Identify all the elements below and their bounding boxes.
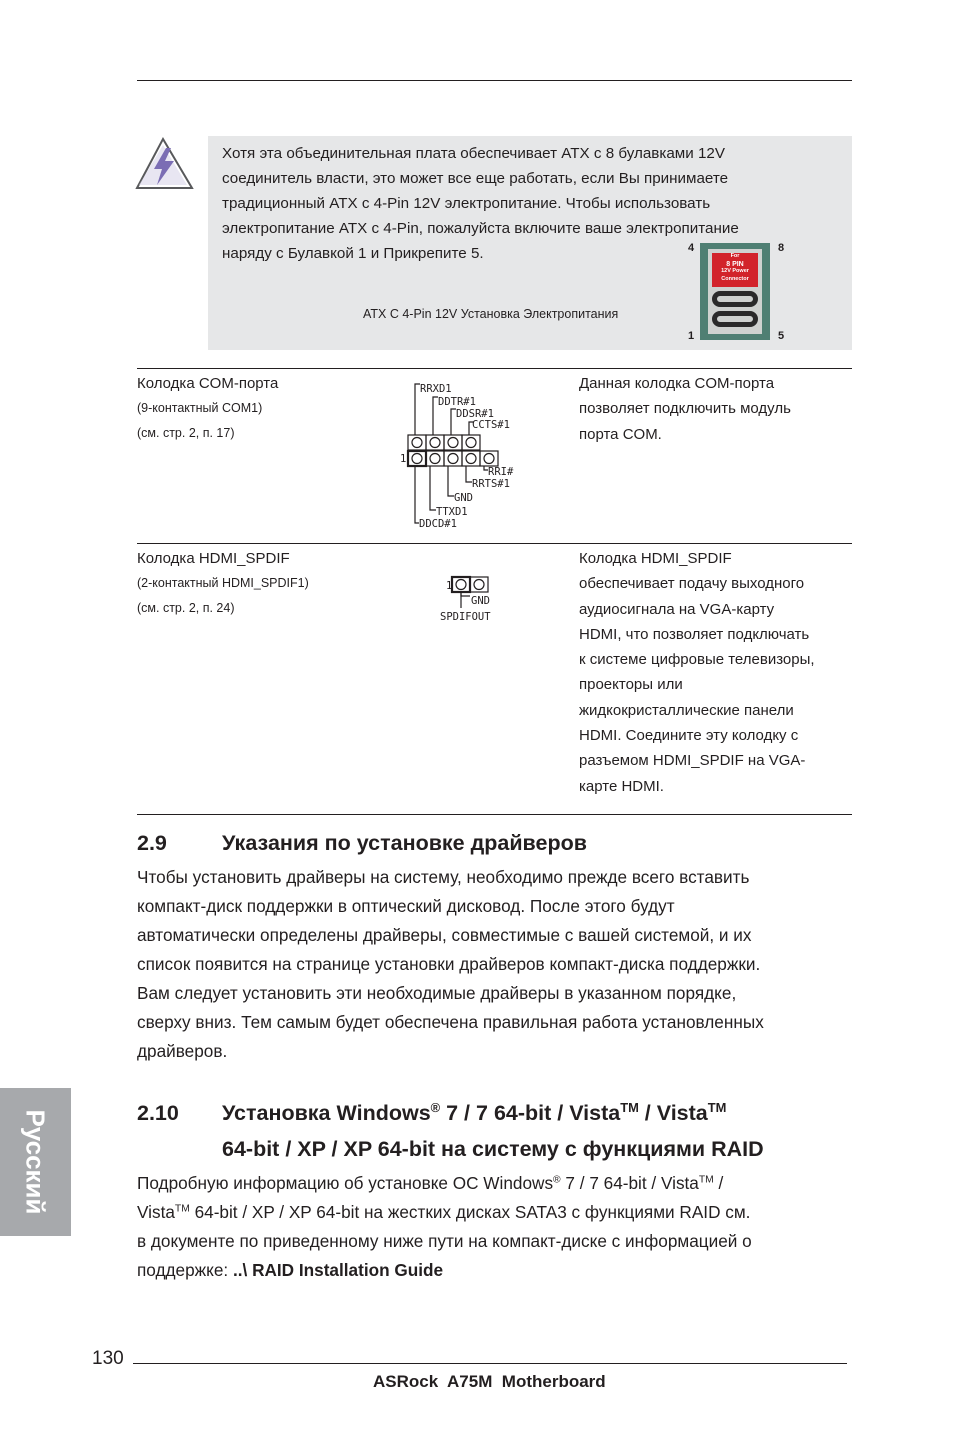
body-line: Вам следует установить эти необходимые драйверы в указанном порядке, bbox=[137, 983, 737, 1003]
warning-icon bbox=[134, 136, 196, 192]
com-pin-ttxd1: TTXD1 bbox=[436, 506, 468, 518]
registered-mark: ® bbox=[430, 1099, 441, 1115]
section-2-9-number: 2.9 bbox=[137, 831, 167, 855]
connector-label bbox=[712, 253, 758, 287]
connector-label-line: For bbox=[730, 253, 740, 259]
com-header-rule bbox=[137, 368, 852, 369]
warning-note-line: Хотя эта объединительная плата обеспечивает ATX с 8 булавками 12V bbox=[222, 145, 725, 162]
page-number: 130 bbox=[92, 1348, 124, 1369]
wire-loop-lower bbox=[712, 311, 758, 327]
text-part: поддержке: bbox=[137, 1260, 233, 1280]
text-part: Vista bbox=[137, 1202, 175, 1222]
body-line: сверху вниз. Тем самым будет обеспечена правильная работа установленных bbox=[137, 1012, 764, 1032]
hdmi-desc-line: разъемом HDMI_SPDIF на VGA- bbox=[579, 752, 806, 770]
hdmi-desc-line: проекторы или bbox=[579, 676, 683, 694]
hdmi-desc-line: к системе цифровые телевизоры, bbox=[579, 651, 815, 669]
hdmi-header-rule bbox=[137, 543, 852, 544]
language-side-tab bbox=[0, 1088, 71, 1236]
com-desc-line: порта COM. bbox=[579, 425, 662, 443]
com-header-description bbox=[579, 371, 791, 447]
body-line: список появится на странице установки драйверов компакт-диска поддержки. bbox=[137, 954, 761, 974]
top-rule bbox=[137, 80, 852, 81]
trademark-mark: TM bbox=[174, 1203, 190, 1215]
hdmi-desc-line: жидкокристаллические панели bbox=[579, 701, 794, 719]
body-line: автоматически определены драйверы, совместимые с вашей системой, и их bbox=[137, 925, 752, 945]
com-pin-ddcd1: DDCD#1 bbox=[419, 518, 457, 530]
section-2-9-title: Указания по установке драйверов bbox=[222, 831, 587, 855]
connector-label-line: 8 PIN bbox=[726, 260, 744, 268]
connector-pin-8-label: 8 bbox=[778, 242, 785, 254]
hdmi-desc-line: карте HDMI. bbox=[579, 777, 664, 795]
hdmi-desc-line: аудиосигнала на VGA-карту bbox=[579, 600, 775, 618]
spdif-pin-1-marker: 1 bbox=[446, 580, 453, 592]
spdif-pin-spdifout: SPDIFOUT bbox=[440, 611, 491, 623]
body-line bbox=[137, 1256, 752, 1285]
connector-pin-4-label: 4 bbox=[688, 242, 695, 254]
body-line: в документе по приведенному ниже пути на компакт-диске с информацией о bbox=[137, 1231, 752, 1251]
hdmi-header-page-ref: (см. стр. 2, п. 24) bbox=[137, 601, 235, 615]
com-header-labels bbox=[137, 371, 278, 446]
com-pin-gnd: GND bbox=[454, 492, 473, 504]
section-2-10-number: 2.10 bbox=[137, 1101, 179, 1125]
com-header-pin-count: (9-контактный COM1) bbox=[137, 401, 263, 415]
warning-note-line: соединитель власти, это может все еще работать, если Вы принимаете bbox=[222, 170, 729, 187]
hdmi-desc-line: обеспечивает подачу выходного bbox=[579, 575, 805, 593]
warning-note-line: электропитание ATX с 4-Pin, пожалуйста включите ваше электропитание bbox=[222, 220, 739, 237]
spdif-pin-gnd: GND bbox=[471, 595, 490, 607]
text-part: 64-bit / XP / XP 64-bit на жестких дисках SATA3 с функциями RAID см. bbox=[189, 1202, 751, 1222]
section-2-9-body bbox=[137, 863, 764, 1066]
com-header-page-ref: (см. стр. 2, п. 17) bbox=[137, 426, 235, 440]
footer-rule bbox=[133, 1363, 847, 1364]
trademark-mark: TM bbox=[698, 1174, 714, 1186]
body-line bbox=[137, 1198, 752, 1227]
hdmi-desc-line: HDMI. Соедините эту колодку с bbox=[579, 727, 799, 745]
trademark-mark: TM bbox=[707, 1099, 727, 1115]
section-2-10-title bbox=[222, 1093, 726, 1133]
com-pin-1-marker: 1 bbox=[400, 453, 407, 465]
section-2-10-body bbox=[137, 1169, 752, 1285]
connector-pin-1-label: 1 bbox=[688, 330, 695, 342]
hdmi-header-pin-diagram bbox=[438, 574, 508, 624]
raid-guide-path: ..\ RAID Installation Guide bbox=[232, 1260, 444, 1280]
title-part: 7 / 7 64-bit / Vista bbox=[440, 1101, 621, 1125]
text-part: / bbox=[713, 1173, 724, 1193]
com-pin-rrxd1: RRXD1 bbox=[420, 383, 452, 395]
text-part: 7 / 7 64-bit / Vista bbox=[560, 1173, 699, 1193]
warning-note-line: наряду с Булавкой 1 и Прикрепите 5. bbox=[222, 245, 484, 262]
body-line bbox=[137, 1169, 752, 1198]
hdmi-desc-line: HDMI, что позволяет подключать bbox=[579, 625, 810, 643]
hdmi-header-title: Колодка HDMI_SPDIF bbox=[137, 550, 290, 567]
com-pin-ddsr1: DDSR#1 bbox=[456, 408, 494, 420]
connector-pin-5-label: 5 bbox=[778, 330, 785, 342]
hdmi-header-pin-count: (2-контактный HDMI_SPDIF1) bbox=[137, 576, 309, 590]
body-line: компакт-диск поддержки в оптический дисковод. После этого будут bbox=[137, 896, 675, 916]
footer-product-name: ASRock A75M Motherboard bbox=[373, 1372, 606, 1391]
power-connector-image bbox=[700, 243, 770, 340]
section-rule bbox=[137, 814, 852, 815]
com-header-pin-diagram bbox=[398, 380, 528, 530]
title-part: / Vista bbox=[638, 1101, 708, 1125]
title-part: Установка Windows bbox=[222, 1101, 431, 1125]
com-desc-line: позволяет подключить модуль bbox=[579, 400, 791, 418]
hdmi-header-labels bbox=[137, 546, 309, 621]
body-line: Чтобы установить драйверы на систему, необходимо прежде всего вставить bbox=[137, 867, 750, 887]
connector-label-line: Connector bbox=[721, 275, 749, 282]
com-pin-rri: RRI# bbox=[488, 466, 514, 478]
hdmi-desc-line: Колодка HDMI_SPDIF bbox=[579, 550, 732, 567]
language-side-tab-label: Русский bbox=[20, 1109, 51, 1215]
wire-loop-upper bbox=[712, 291, 758, 307]
com-pin-ddtr1: DDTR#1 bbox=[438, 396, 476, 408]
power-connector-caption: ATX С 4-Pin 12V Установка Электропитания bbox=[363, 307, 619, 321]
connector-label-line: 12V Power bbox=[721, 268, 749, 274]
trademark-mark: TM bbox=[620, 1099, 639, 1115]
text-part: Подробную информацию об установке ОС Windows bbox=[137, 1173, 554, 1193]
warning-note-line: традиционный ATX с 4-Pin 12V электропитание. Чтобы использовать bbox=[222, 195, 711, 212]
com-header-title: Колодка COM-порта bbox=[137, 375, 279, 392]
body-line: драйверов. bbox=[137, 1041, 228, 1061]
registered-mark: ® bbox=[553, 1174, 561, 1186]
com-desc-line: Данная колодка COM-порта bbox=[579, 375, 775, 392]
section-2-10-title-line2: 64-bit / XP / XP 64-bit на систему с функциями RAID bbox=[222, 1137, 764, 1161]
hdmi-header-description bbox=[579, 546, 815, 799]
com-pin-ccts1: CCTS#1 bbox=[472, 419, 510, 431]
com-pin-rrts1: RRTS#1 bbox=[472, 478, 510, 490]
